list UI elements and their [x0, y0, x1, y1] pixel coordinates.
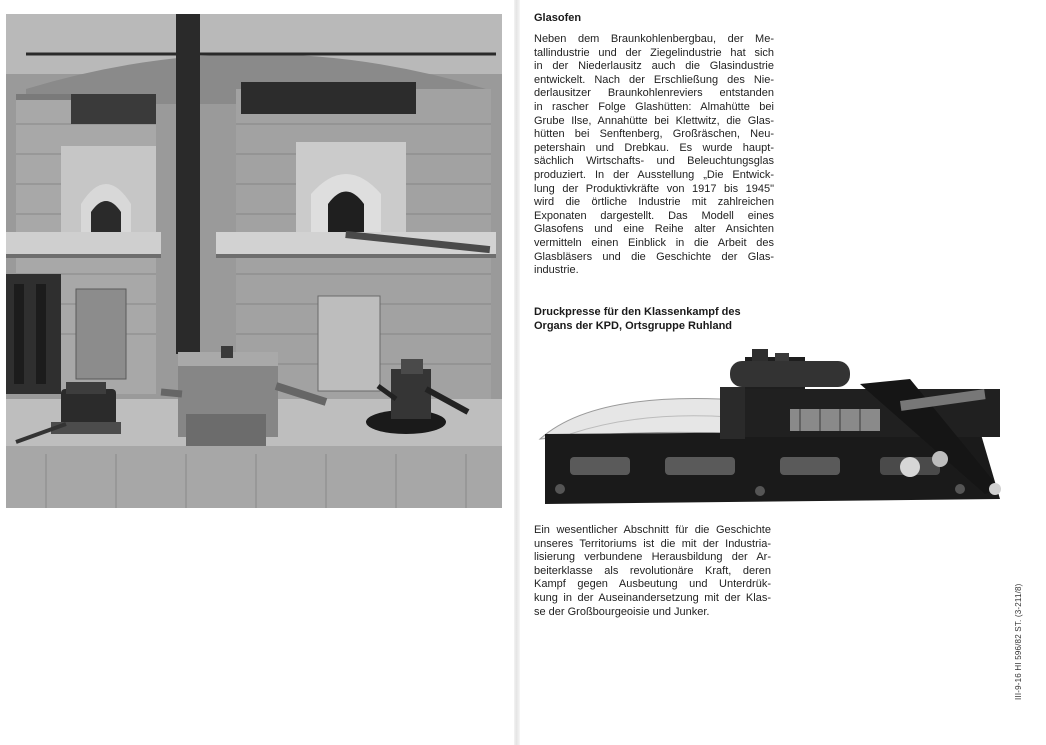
text-line: lisierung verbundene Herausbildung der Ar- — [534, 551, 771, 564]
text-line: derlausitzer Braunkohlenreviers entstanden — [534, 87, 774, 100]
text-line: wird die örtliche Industrie mit zahlreichen — [534, 196, 774, 209]
glass-furnace-photo-icon — [6, 14, 502, 508]
text-line: in der Niederlausitz auch die Glasindustrie — [534, 60, 774, 73]
territorium-text — [534, 524, 771, 619]
text-line: petershain und Drebkau. Es wurde haupt- — [534, 141, 774, 154]
printing-press-photo-icon — [530, 339, 1020, 514]
text-line: Neben dem Braunkohlenbergbau, der Me- — [534, 33, 774, 45]
heading-line: Druckpresse für den Klassenkampf des — [534, 306, 741, 318]
text-line: Exponaten dargestellt. Das Modell eines — [534, 209, 774, 222]
imprint-code: III-9-16 HI 596/82 ST. (3-211/8) — [1014, 583, 1023, 700]
text-line: Grube Ilse, Annahütte bei Klettwitz, die Glas- — [534, 114, 774, 127]
text-line: vermitteln einen Einblick in die Arbeit des — [534, 236, 774, 249]
heading-line: Organs der KPD, Ortsgruppe Ruhland — [534, 320, 733, 332]
text-line: in rascher Folge Glashütten: Almahütte bei — [534, 100, 774, 113]
text-line: sächlich Wirtschafts- und Beleuchtungsglas — [534, 155, 774, 168]
text-line: hütten bei Senftenberg, Großräschen, Neu- — [534, 128, 774, 141]
text-line: industrie. — [534, 264, 579, 277]
text-line: produziert. In der Ausstellung „Die Entwick- — [534, 168, 774, 181]
text-line: unseres Territoriums ist die mit der Industria- — [534, 537, 771, 550]
glass-furnace-photo — [6, 14, 502, 508]
text-line: Glasofens und eine Reihe alter Ansichten — [534, 223, 774, 236]
text-line: Kampf gegen Ausbeutung und Unterdrük- — [534, 578, 771, 591]
page-fold — [514, 0, 520, 745]
text-line: kung in der Auseinandersetzung mit der Klas- — [534, 591, 771, 604]
text-line: tallindustrie und der Ziegelindustrie hat sich — [534, 46, 774, 59]
druckpresse-heading — [534, 305, 741, 333]
text-line: Glasbläsers und die Geschichte der Glas- — [534, 250, 774, 263]
printing-press-photo — [530, 339, 1020, 514]
text-line: lung der Produktivkräfte von 1917 bis 1945" — [534, 182, 774, 195]
glasofen-heading: Glasofen — [534, 12, 582, 24]
glasofen-text — [534, 33, 774, 278]
text-line: se der Großbourgeoisie und Junker. — [534, 605, 710, 618]
text-line: beiterklasse als revolutionäre Kraft, deren — [534, 564, 771, 577]
text-line: Ein wesentlicher Abschnitt für die Geschichte — [534, 524, 771, 536]
text-line: entwickelt. Nach der Erschließung des Nie- — [534, 73, 774, 86]
